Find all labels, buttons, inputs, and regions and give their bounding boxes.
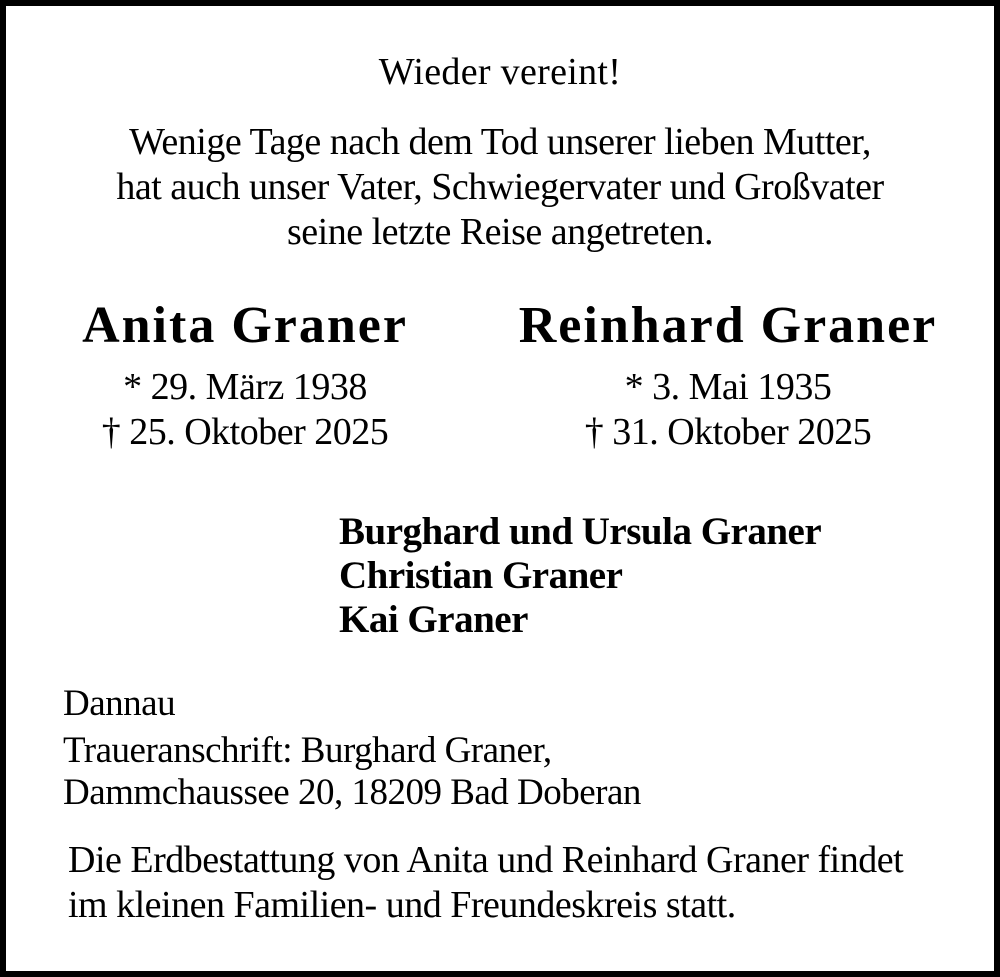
deceased-dates-left [6,365,484,455]
closing-line-2: im kleinen Familien- und Freundeskreis statt. [68,884,736,926]
birth-date-left: * 29. März 1938 [123,366,367,408]
mourning-address [63,730,994,814]
intro-paragraph [6,120,994,255]
address-line-2: Dammchaussee 20, 18209 Bad Doberan [63,772,641,813]
mourner-line-1: Burghard und Ursula Graner [339,510,822,553]
notice-title: Wieder vereint! [378,51,622,93]
address-line-1: Traueranschrift: Burghard Graner, [63,730,552,771]
intro-line-2: hat auch unser Vater, Schwiegervater und Großvater [116,166,884,208]
death-date-right: † 31. Oktober 2025 [584,411,872,453]
deceased-dates-right [484,365,972,455]
death-date-left: † 25. Oktober 2025 [101,411,389,453]
mourner-line-3: Kai Graner [339,598,528,641]
intro-line-1: Wenige Tage nach dem Tod unserer lieben Mutter, [129,121,871,163]
intro-line-3: seine letzte Reise angetreten. [286,211,713,253]
birth-date-right: * 3. Mai 1935 [624,366,832,408]
place-name: Dannau [63,683,176,724]
deceased-row [6,297,994,455]
mourner-line-2: Christian Graner [339,554,623,597]
closing-paragraph [68,838,994,928]
deceased-person-right [484,297,994,455]
closing-line-1: Die Erdbestattung von Anita und Reinhard Graner findet [68,839,904,881]
deceased-person-left [6,297,484,455]
deceased-name-right: Reinhard Graner [518,297,938,354]
mourners-list [339,510,994,642]
deceased-name-left: Anita Graner [82,297,408,354]
